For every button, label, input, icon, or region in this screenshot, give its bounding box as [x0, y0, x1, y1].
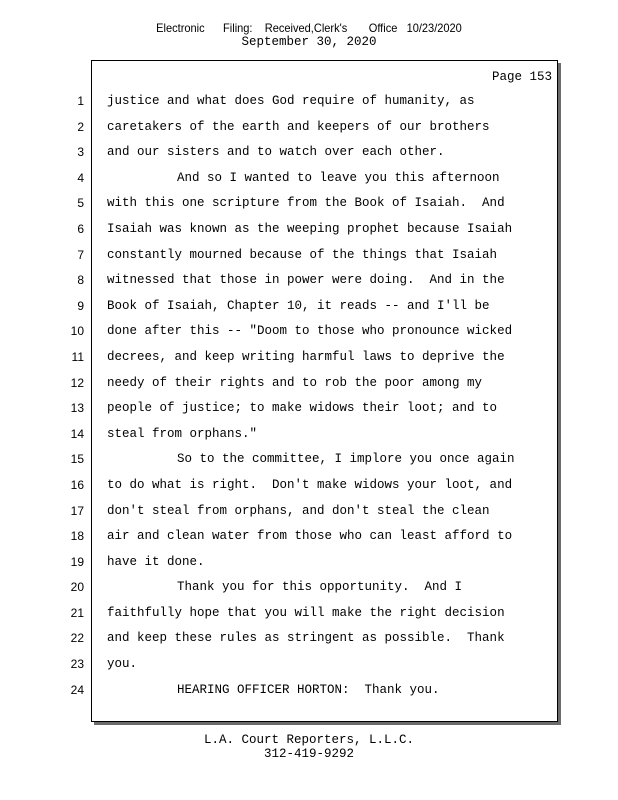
line-number: 3: [77, 145, 84, 160]
line-text: done after this -- "Doom to those who pronounce wicked: [107, 324, 513, 339]
transcript-line: [0, 422, 618, 448]
transcript-line: [0, 140, 618, 166]
line-text: Thank you for this opportunity. And I: [177, 580, 463, 595]
line-number: 17: [70, 503, 84, 518]
transcript-line: [0, 447, 618, 473]
transcript-line: [0, 473, 618, 499]
transcript-line: [0, 550, 618, 576]
line-text: witnessed that those in power were doing. And in the: [107, 273, 505, 288]
line-text: Isaiah was known as the weeping prophet because Isaiah: [107, 221, 513, 236]
line-number: 13: [70, 401, 84, 416]
reporter-phone: 312-419-9292: [263, 747, 354, 761]
transcript-line: [0, 345, 618, 371]
transcript-line: [0, 371, 618, 397]
line-text: constantly mourned because of the things that Isaiah: [107, 247, 498, 262]
line-number: 12: [70, 375, 84, 390]
transcript-lines: [0, 89, 618, 703]
line-text: with this one scripture from the Book of Isaiah. And: [107, 196, 505, 211]
line-text: decrees, and keep writing harmful laws to deprive the: [107, 349, 505, 364]
transcript-line: [0, 652, 618, 678]
transcript-line: [0, 499, 618, 525]
transcript-line: [0, 268, 618, 294]
line-text: and our sisters and to watch over each other.: [107, 145, 445, 160]
transcript-line: [0, 243, 618, 269]
line-number: 14: [70, 426, 84, 441]
transcript-line: [0, 166, 618, 192]
line-number: 16: [70, 477, 84, 492]
line-number: 15: [70, 452, 84, 467]
line-text: have it done.: [107, 554, 205, 569]
line-number: 18: [70, 529, 84, 544]
line-text: Book of Isaiah, Chapter 10, it reads -- and I'll be: [107, 298, 490, 313]
line-number: 8: [77, 273, 84, 288]
transcript-line: [0, 396, 618, 422]
filing-stamp: Electronic Filing: Received,Clerk's Office 10/23/2020: [156, 21, 462, 35]
transcript-line: [0, 115, 618, 141]
line-text: you.: [107, 657, 138, 672]
page-number: Page 153: [491, 70, 552, 84]
line-text: don't steal from orphans, and don't steal the clean: [107, 503, 490, 518]
line-text: justice and what does God require of humanity, as: [107, 94, 475, 108]
transcript-line: [0, 217, 618, 243]
line-text: faithfully hope that you will make the right decision: [107, 605, 505, 620]
line-number: 20: [70, 580, 84, 595]
line-text: and keep these rules as stringent as possible. Thank: [107, 631, 505, 646]
reporter-company: L.A. Court Reporters, L.L.C.: [203, 733, 415, 747]
line-number: 2: [77, 119, 84, 134]
line-text: So to the committee, I implore you once again: [177, 452, 515, 467]
line-number: 23: [70, 657, 84, 672]
transcript-line: [0, 678, 618, 704]
line-number: 22: [70, 631, 84, 646]
transcript-line: [0, 601, 618, 627]
line-number: 24: [70, 682, 84, 697]
line-text: And so I wanted to leave you this afternoon: [177, 170, 500, 185]
transcript-line: [0, 626, 618, 652]
line-number: 1: [77, 94, 84, 108]
line-text: HEARING OFFICER HORTON: Thank you.: [177, 682, 440, 697]
line-number: 11: [71, 349, 84, 364]
line-number: 10: [70, 324, 84, 339]
line-text: to do what is right. Don't make widows your loot, and: [107, 477, 513, 492]
line-number: 6: [77, 221, 84, 236]
transcript-line: [0, 524, 618, 550]
line-number: 9: [77, 298, 84, 313]
line-text: needy of their rights and to rob the poor among my: [107, 375, 483, 390]
line-text: caretakers of the earth and keepers of our brothers: [107, 119, 490, 134]
line-number: 5: [77, 196, 84, 211]
line-text: people of justice; to make widows their loot; and to: [107, 401, 498, 416]
line-number: 21: [70, 605, 84, 620]
transcript-line: [0, 575, 618, 601]
transcript-line: [0, 294, 618, 320]
transcript-line: [0, 191, 618, 217]
line-number: 19: [70, 554, 84, 569]
line-number: 7: [77, 247, 84, 262]
footer: [0, 733, 618, 761]
line-text: air and clean water from those who can least afford to: [107, 529, 513, 544]
line-number: 4: [77, 170, 84, 185]
hearing-date: September 30, 2020: [241, 35, 377, 49]
transcript-line: [0, 89, 618, 115]
line-text: steal from orphans.": [107, 426, 258, 441]
transcript-line: [0, 319, 618, 345]
